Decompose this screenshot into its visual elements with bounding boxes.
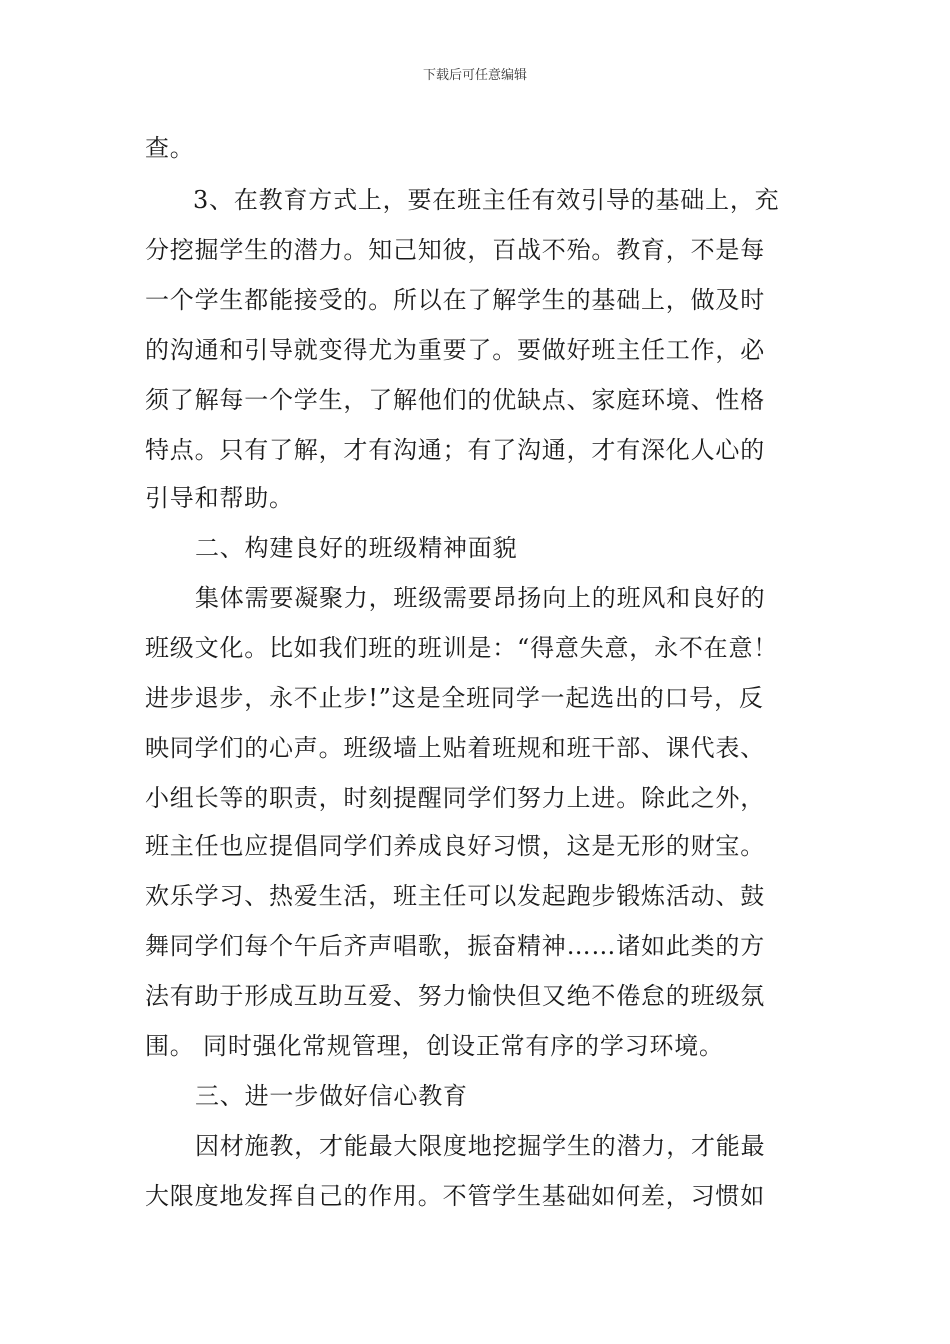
text-line: 引导和帮助。 — [145, 484, 294, 512]
text-line: 集体需要凝聚力，班级需要昂扬向上的班风和良好的 — [195, 584, 766, 612]
text-line: 进步退步，永不止步!”这是全班同学一起选出的口号，反 — [145, 684, 764, 712]
page-header: 下载后可任意编辑 — [422, 68, 527, 83]
text-line: 围。 同时强化常规管理，创设正常有序的学习环境。 — [145, 1032, 724, 1060]
text-line: 的沟通和引导就变得尤为重要了。要做好班主任工作，必 — [145, 336, 765, 364]
text-line: 欢乐学习、热爱生活，班主任可以发起跑步锻炼活动、鼓 — [145, 882, 765, 910]
text-line: 一个学生都能接受的。所以在了解学生的基础上，做及时 — [145, 286, 765, 314]
text-line: 班主任也应提倡同学们养成良好习惯，这是无形的财宝。 — [145, 832, 765, 860]
text-line: 须了解每一个学生，了解他们的优缺点、家庭环境、性格 — [145, 386, 765, 414]
text-line: 班级文化。比如我们班的班训是：“得意失意，永不在意！ — [145, 634, 779, 662]
text-line: 3、在教育方式上，要在班主任有效引导的基础上，充 — [193, 186, 780, 214]
text-line: 法有助于形成互助互爱、努力愉快但又绝不倦怠的班级氛 — [145, 982, 765, 1010]
text-line: 分挖掘学生的潜力。知己知彼，百战不殆。教育，不是每 — [145, 236, 765, 264]
text-line: 舞同学们每个午后齐声唱歌，振奋精神……诸如此类的方 — [145, 932, 765, 960]
text-line: 特点。只有了解，才有沟通；有了沟通，才有深化人心的 — [145, 436, 765, 464]
section-heading: 三、进一步做好信心教育 — [195, 1082, 468, 1110]
section-heading: 二、构建良好的班级精神面貌 — [195, 534, 518, 562]
text-line: 大限度地发挥自己的作用。不管学生基础如何差，习惯如 — [145, 1182, 765, 1210]
text-line: 因材施教，才能最大限度地挖掘学生的潜力，才能最 — [195, 1132, 766, 1160]
text-line: 映同学们的心声。班级墙上贴着班规和班干部、课代表、 — [145, 734, 765, 762]
text-line: 查。 — [145, 134, 195, 162]
text-line: 小组长等的职责，时刻提醒同学们努力上进。除此之外， — [145, 784, 765, 812]
